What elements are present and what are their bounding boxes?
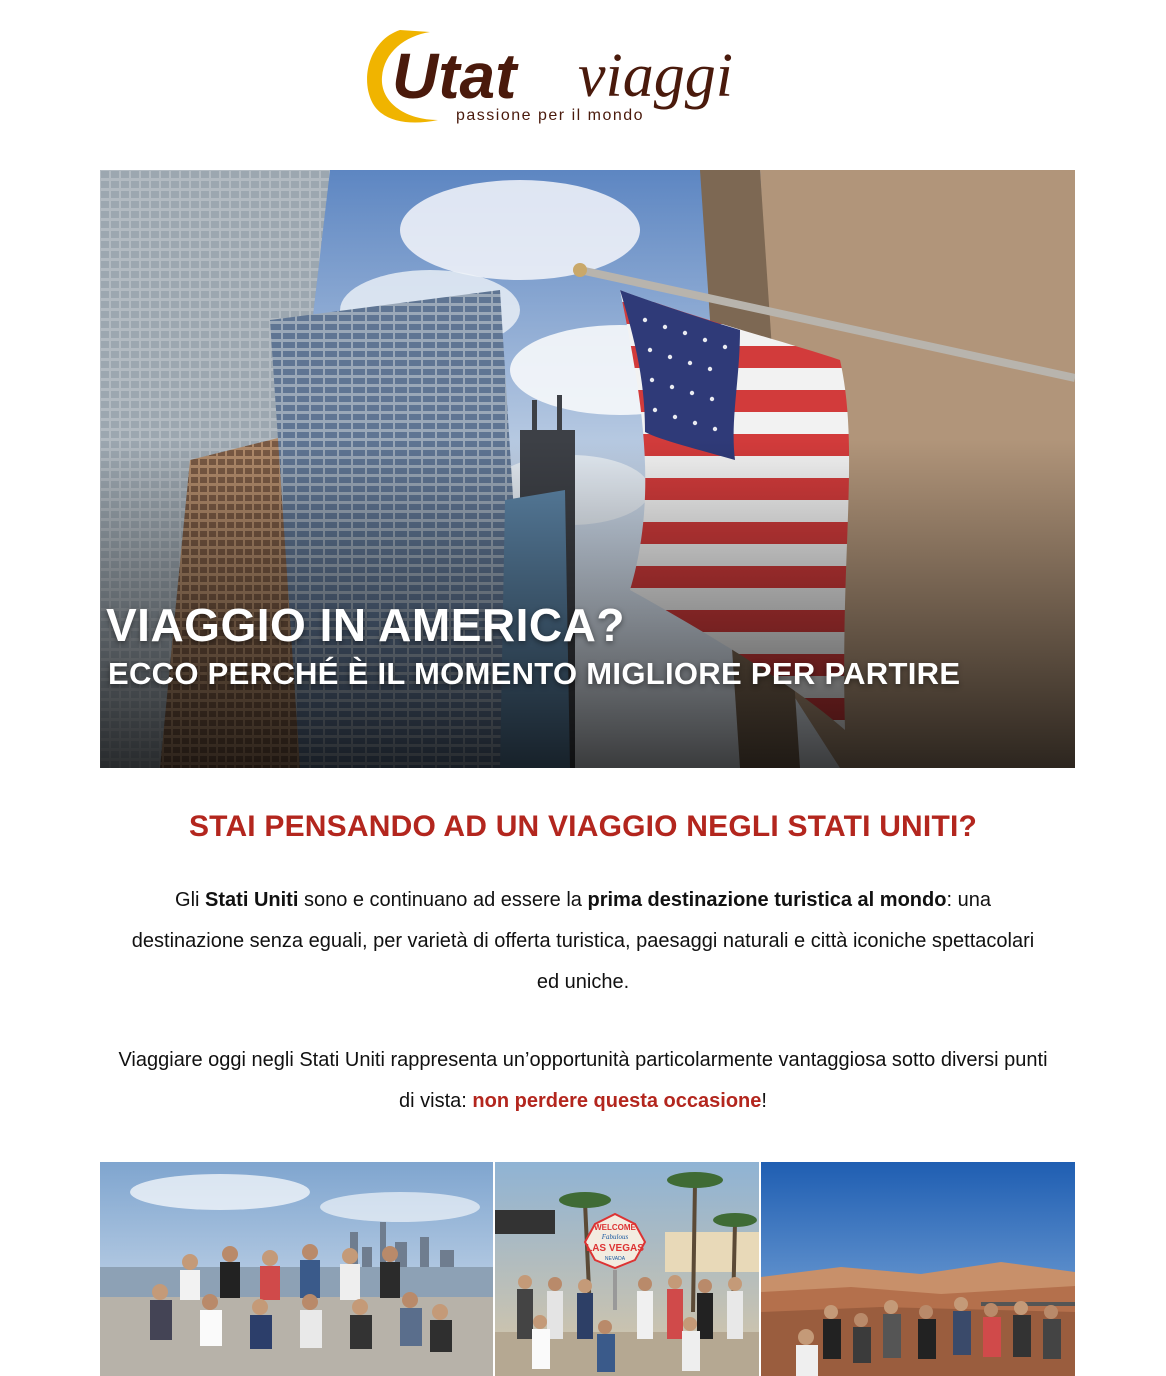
offer-text-2: ! — [761, 1090, 767, 1112]
logo-script-text: viaggi — [578, 42, 733, 110]
intro-bold-2: prima destinazione turistica al mondo — [587, 889, 947, 911]
hero-subtitle: ECCO PERCHÉ È IL MOMENTO MIGLIORE PER PARTIRE — [108, 656, 961, 691]
hero-title: VIAGGIO IN AMERICA? — [106, 599, 625, 651]
vegas-sign-welcome: WELCOME — [594, 1223, 636, 1232]
offer-paragraph — [118, 1040, 1048, 1122]
occasion-link[interactable]: non perdere questa occasione — [472, 1090, 762, 1112]
utat-viaggi-logo[interactable] — [360, 22, 820, 132]
logo-tagline: passione per il mondo — [456, 107, 645, 124]
vegas-sign-fabulous: Fabulous — [601, 1233, 629, 1241]
photo-las-vegas-group[interactable] — [495, 1162, 759, 1376]
hero-banner[interactable] — [100, 170, 1075, 768]
intro-text-3: : una destinazione senza eguali, per varietà di offerta turistica, paesaggi naturali e città iconiche spettacolari ed uniche. — [131, 889, 1035, 993]
intro-paragraph — [118, 880, 1048, 1003]
vegas-sign-city: LAS VEGAS — [586, 1243, 644, 1254]
vegas-sign-state: NEVADA — [604, 1256, 626, 1262]
photo-new-york-group[interactable] — [100, 1162, 493, 1376]
logo-main-text: Utat — [392, 40, 517, 112]
intro-text-2: sono e continuano ad essere la — [298, 889, 588, 911]
section-headline: STAI PENSANDO AD UN VIAGGIO NEGLI STATI UNITI? — [188, 810, 978, 843]
intro-text-1: Gli — [175, 889, 206, 911]
offer-text-1: Viaggiare oggi negli Stati Uniti rappresenta un’opportunità particolarmente vantaggiosa sotto diversi punti di vista: — [118, 1049, 1048, 1112]
intro-bold-1: Stati Uniti — [205, 889, 299, 911]
photo-canyon-group[interactable] — [761, 1162, 1075, 1376]
